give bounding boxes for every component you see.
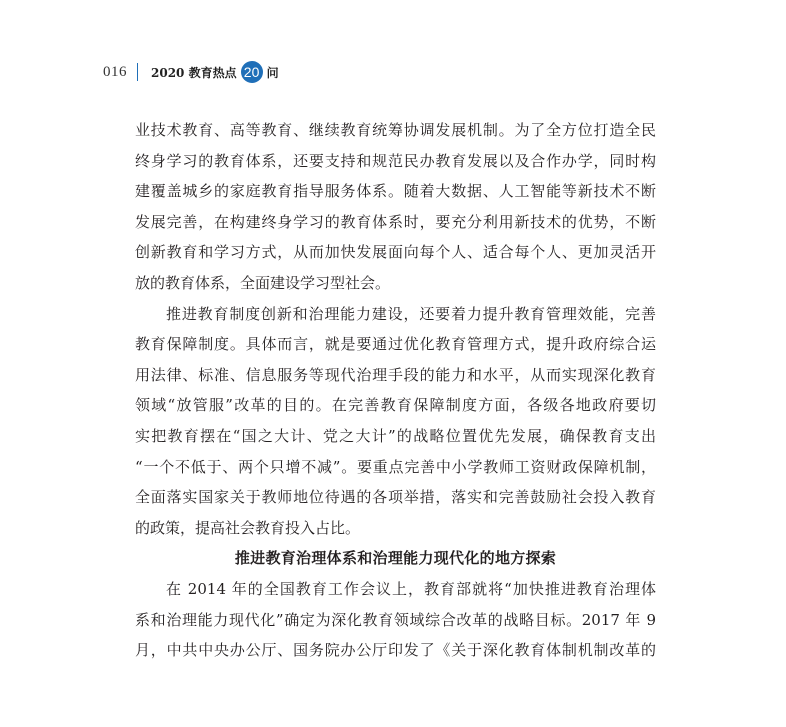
body-line: 系和治理能力现代化”确定为深化教育领域综合改革的战略目标。2017 年 9: [135, 610, 656, 629]
body-line: 的政策，提高社会教育投入占比。: [135, 518, 361, 537]
body-line: 放的教育体系，全面建设学习型社会。: [135, 273, 391, 292]
body-line: 用法律、标准、信息服务等现代治理手段的能力和水平，从而实现深化教育: [135, 365, 656, 384]
page-number: 016: [103, 63, 127, 80]
paragraph: [135, 299, 656, 544]
body-line: 实把教育摆在“国之大计、党之大计”的战略位置优先发展，确保教育支出: [135, 426, 656, 445]
header-divider: [137, 63, 138, 81]
body-line: 建覆盖城乡的家庭教育指导服务体系。随着大数据、人工智能等新技术不断: [135, 182, 656, 201]
body-line: 终身学习的教育体系，还要支持和规范民办教育发展以及合作办学，同时构: [135, 151, 656, 170]
body-line: 创新教育和学习方式，从而加快发展面向每个人、适合每个人、更加灵活开: [135, 243, 656, 262]
section-heading: 推进教育治理体系和治理能力现代化的地方探索: [234, 549, 557, 568]
page-body: [135, 115, 656, 666]
book-title-badge: 20: [241, 61, 263, 83]
body-line: 教育保障制度。具体而言，就是要通过优化教育管理方式，提升政府综合运: [135, 335, 656, 354]
book-title-suffix: 问: [266, 65, 279, 80]
paragraph: [135, 115, 656, 299]
running-header: [103, 60, 279, 84]
body-line: 发展完善，在构建终身学习的教育体系时，要充分利用新技术的优势，不断: [135, 212, 656, 231]
book-title-prefix: 2020 教育热点: [151, 65, 237, 80]
body-line: “一个不低于、两个只增不减”。要重点完善中小学教师工资财政保障机制，: [135, 457, 656, 476]
body-line: 月，中共中央办公厅、国务院办公厅印发了《关于深化教育体制机制改革的: [135, 641, 656, 660]
paragraph: [135, 574, 656, 666]
body-line: 领域“放管服”改革的目的。在完善教育保障制度方面，各级各地政府要切: [135, 396, 656, 415]
body-line: 业技术教育、高等教育、继续教育统筹协调发展机制。为了全方位打造全民: [135, 121, 656, 139]
body-line: 全面落实国家关于教师地位待遇的各项举措，落实和完善鼓励社会投入教育: [135, 488, 656, 507]
body-line: 在 2014 年的全国教育工作会议上，教育部就将“加快推进教育治理体: [166, 579, 656, 598]
body-line: 推进教育制度创新和治理能力建设，还要着力提升教育管理效能，完善: [166, 304, 656, 323]
